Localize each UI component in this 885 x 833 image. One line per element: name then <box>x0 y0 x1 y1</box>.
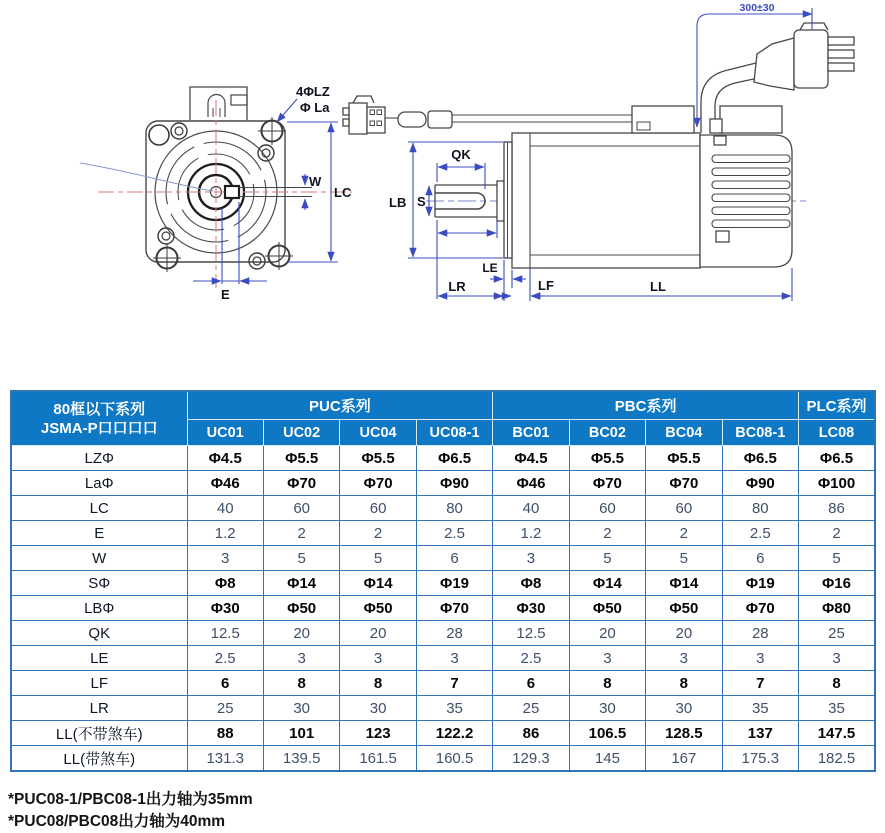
dimension-row-label: LL(不带煞车) <box>11 721 187 746</box>
dimension-value-cell: Φ6.5 <box>722 446 798 471</box>
dimension-value-cell: 35 <box>722 696 798 721</box>
dimension-value-cell: 3 <box>722 646 798 671</box>
label-lb: LB <box>389 195 407 210</box>
dimension-value-cell: 3 <box>263 646 339 671</box>
dimension-value-cell: 35 <box>799 696 876 721</box>
dimension-value-cell: 175.3 <box>722 746 798 772</box>
dimension-value-cell: 3 <box>340 646 416 671</box>
dimension-value-cell: 6 <box>416 546 492 571</box>
dimension-value-cell: 160.5 <box>416 746 492 772</box>
dimension-value-cell: 2 <box>646 521 722 546</box>
table-row <box>11 446 875 471</box>
dimension-value-cell: Φ5.5 <box>646 446 722 471</box>
dimension-value-cell: Φ90 <box>722 471 798 496</box>
dimension-value-cell: 7 <box>722 671 798 696</box>
dimension-value-cell: 30 <box>340 696 416 721</box>
table-row <box>11 596 875 621</box>
dimension-value-cell: Φ19 <box>722 571 798 596</box>
dimension-value-cell: Φ70 <box>416 596 492 621</box>
dimension-value-cell: Φ50 <box>646 596 722 621</box>
dimension-value-cell: Φ50 <box>263 596 339 621</box>
table-row <box>11 621 875 646</box>
label-cable-length: 300±30 <box>739 2 775 14</box>
corner-header: 80框以下系列 JSMA-P口口口口 <box>11 391 187 446</box>
dimension-value-cell: Φ70 <box>569 471 645 496</box>
dimension-value-cell: 12.5 <box>493 621 569 646</box>
dimension-value-cell: 86 <box>493 721 569 746</box>
dimension-row-label: LR <box>11 696 187 721</box>
dimension-value-cell: 8 <box>263 671 339 696</box>
label-lf: LF <box>538 278 554 293</box>
dimension-value-cell: Φ70 <box>722 596 798 621</box>
dimension-value-cell: 80 <box>416 496 492 521</box>
dimension-value-cell: Φ4.5 <box>187 446 263 471</box>
dimension-value-cell: 30 <box>263 696 339 721</box>
table-row <box>11 546 875 571</box>
table-row <box>11 721 875 746</box>
dimension-value-cell: 3 <box>493 546 569 571</box>
model-column-header: BC02 <box>569 420 645 446</box>
model-column-header: UC04 <box>340 420 416 446</box>
table-row <box>11 521 875 546</box>
model-column-header: BC01 <box>493 420 569 446</box>
dimension-value-cell: 3 <box>799 646 876 671</box>
dimension-value-cell: Φ14 <box>646 571 722 596</box>
dimension-row-label: LBΦ <box>11 596 187 621</box>
dimension-value-cell: 5 <box>569 546 645 571</box>
table-row <box>11 696 875 721</box>
dimension-value-cell: 60 <box>646 496 722 521</box>
dimension-value-cell: Φ14 <box>569 571 645 596</box>
dimension-value-cell: Φ70 <box>263 471 339 496</box>
dimension-value-cell: 5 <box>340 546 416 571</box>
label-4phi-lz: 4ΦLZ <box>296 84 330 99</box>
series-group-header: PLC系列 <box>799 391 876 420</box>
label-lr: LR <box>448 279 466 294</box>
dimension-value-cell: 139.5 <box>263 746 339 772</box>
dimension-value-cell: 25 <box>799 621 876 646</box>
dimension-value-cell: Φ6.5 <box>416 446 492 471</box>
label-le: LE <box>482 261 498 275</box>
dimension-value-cell: 35 <box>416 696 492 721</box>
dimension-value-cell: 106.5 <box>569 721 645 746</box>
dimension-value-cell: 2.5 <box>722 521 798 546</box>
dimension-value-cell: 8 <box>799 671 876 696</box>
dimension-value-cell: 6 <box>187 671 263 696</box>
footnote-line: *PUC08/PBC08出力轴为40mm <box>8 813 226 830</box>
dimension-value-cell: Φ8 <box>493 571 569 596</box>
model-column-header: UC02 <box>263 420 339 446</box>
table-row <box>11 471 875 496</box>
dimension-value-cell: 2 <box>799 521 876 546</box>
dimension-value-cell: Φ90 <box>416 471 492 496</box>
dimension-value-cell: Φ5.5 <box>569 446 645 471</box>
dimension-value-cell: 20 <box>263 621 339 646</box>
dimension-value-cell: Φ14 <box>263 571 339 596</box>
dimension-value-cell: 60 <box>340 496 416 521</box>
dimension-value-cell: Φ5.5 <box>340 446 416 471</box>
dimension-row-label: LC <box>11 496 187 521</box>
dimension-value-cell: 3 <box>416 646 492 671</box>
dimension-value-cell: Φ14 <box>340 571 416 596</box>
dimension-table <box>10 390 876 772</box>
dimension-value-cell: 128.5 <box>646 721 722 746</box>
dimension-value-cell: 2.5 <box>187 646 263 671</box>
dimension-value-cell: 7 <box>416 671 492 696</box>
dimension-value-cell: Φ46 <box>187 471 263 496</box>
dimension-drawings <box>0 0 885 372</box>
dimension-value-cell: 25 <box>187 696 263 721</box>
label-s: S <box>417 194 426 209</box>
label-lc: LC <box>334 185 352 200</box>
dimension-value-cell: 2 <box>340 521 416 546</box>
encoder-connector <box>343 96 632 134</box>
dimension-value-cell: 5 <box>263 546 339 571</box>
dimension-value-cell: Φ100 <box>799 471 876 496</box>
dimension-value-cell: 2.5 <box>416 521 492 546</box>
side-view-drawing <box>343 2 854 301</box>
dimension-value-cell: 1.2 <box>493 521 569 546</box>
dimension-value-cell: 3 <box>187 546 263 571</box>
table-row <box>11 671 875 696</box>
dimension-value-cell: 3 <box>646 646 722 671</box>
dimension-value-cell: Φ6.5 <box>799 446 876 471</box>
label-qk: QK <box>451 147 471 162</box>
footnotes <box>8 789 885 833</box>
table-row <box>11 571 875 596</box>
dimension-row-label: LZΦ <box>11 446 187 471</box>
dimension-value-cell: 25 <box>493 696 569 721</box>
dimension-value-cell: 20 <box>340 621 416 646</box>
dimension-value-cell: Φ8 <box>187 571 263 596</box>
dimension-value-cell: 101 <box>263 721 339 746</box>
dimension-value-cell: Φ46 <box>493 471 569 496</box>
dimension-value-cell: 20 <box>646 621 722 646</box>
power-connector <box>754 23 854 90</box>
dimension-value-cell: Φ4.5 <box>493 446 569 471</box>
dimension-value-cell: 2 <box>263 521 339 546</box>
dimension-value-cell: 86 <box>799 496 876 521</box>
dimension-value-cell: 40 <box>187 496 263 521</box>
dimension-value-cell: 6 <box>722 546 798 571</box>
model-column-header: BC04 <box>646 420 722 446</box>
dimension-value-cell: 3 <box>569 646 645 671</box>
dimension-row-label: LaΦ <box>11 471 187 496</box>
dimension-value-cell: Φ5.5 <box>263 446 339 471</box>
table-row <box>11 646 875 671</box>
dimension-value-cell: Φ50 <box>569 596 645 621</box>
dimension-value-cell: 60 <box>569 496 645 521</box>
table-row <box>11 746 875 772</box>
dimension-row-label: QK <box>11 621 187 646</box>
dimension-value-cell: 131.3 <box>187 746 263 772</box>
dimension-value-cell: 30 <box>646 696 722 721</box>
dimension-value-cell: 137 <box>722 721 798 746</box>
model-column-header: BC08-1 <box>722 420 798 446</box>
dimension-value-cell: 6 <box>493 671 569 696</box>
dimension-row-label: E <box>11 521 187 546</box>
dimension-value-cell: 8 <box>340 671 416 696</box>
dimension-value-cell: 20 <box>569 621 645 646</box>
dimension-value-cell: 1.2 <box>187 521 263 546</box>
label-ll: LL <box>650 279 666 294</box>
dimension-value-cell: 161.5 <box>340 746 416 772</box>
dimension-value-cell: 8 <box>569 671 645 696</box>
dimension-value-cell: 28 <box>722 621 798 646</box>
footnote-line: *PUC08-1/PBC08-1出力轴为35mm <box>8 791 253 808</box>
dimension-value-cell: 12.5 <box>187 621 263 646</box>
dimension-value-cell: 5 <box>799 546 876 571</box>
dimension-row-label: LL(带煞车) <box>11 746 187 772</box>
dimension-value-cell: 60 <box>263 496 339 521</box>
table-row <box>11 496 875 521</box>
dimension-value-cell: Φ70 <box>340 471 416 496</box>
dimension-row-label: SΦ <box>11 571 187 596</box>
dimension-value-cell: 129.3 <box>493 746 569 772</box>
dimension-row-label: W <box>11 546 187 571</box>
label-e: E <box>221 287 230 302</box>
dimension-value-cell: 80 <box>722 496 798 521</box>
dimension-value-cell: 147.5 <box>799 721 876 746</box>
dimension-value-cell: 122.2 <box>416 721 492 746</box>
front-view-drawing <box>80 84 352 302</box>
dimension-value-cell: 167 <box>646 746 722 772</box>
dimension-value-cell: 28 <box>416 621 492 646</box>
dimension-value-cell: 182.5 <box>799 746 876 772</box>
dimension-value-cell: Φ30 <box>493 596 569 621</box>
dimension-value-cell: 123 <box>340 721 416 746</box>
series-group-header: PUC系列 <box>187 391 493 420</box>
dimension-value-cell: 5 <box>646 546 722 571</box>
dimension-value-cell: Φ16 <box>799 571 876 596</box>
dimension-value-cell: Φ70 <box>646 471 722 496</box>
dimension-value-cell: Φ30 <box>187 596 263 621</box>
dimension-value-cell: 2 <box>569 521 645 546</box>
model-column-header: UC08-1 <box>416 420 492 446</box>
model-column-header: LC08 <box>799 420 876 446</box>
dimension-value-cell: Φ50 <box>340 596 416 621</box>
dimension-value-cell: 145 <box>569 746 645 772</box>
dimension-row-label: LE <box>11 646 187 671</box>
series-group-header: PBC系列 <box>493 391 799 420</box>
model-column-header: UC01 <box>187 420 263 446</box>
dimension-value-cell: 30 <box>569 696 645 721</box>
dimension-value-cell: 88 <box>187 721 263 746</box>
dimension-value-cell: 2.5 <box>493 646 569 671</box>
dimension-value-cell: Φ80 <box>799 596 876 621</box>
dimension-value-cell: 40 <box>493 496 569 521</box>
dimension-value-cell: Φ19 <box>416 571 492 596</box>
label-phi-la: Φ La <box>300 100 330 115</box>
label-w: W <box>309 174 322 189</box>
dimension-row-label: LF <box>11 671 187 696</box>
dimension-value-cell: 8 <box>646 671 722 696</box>
